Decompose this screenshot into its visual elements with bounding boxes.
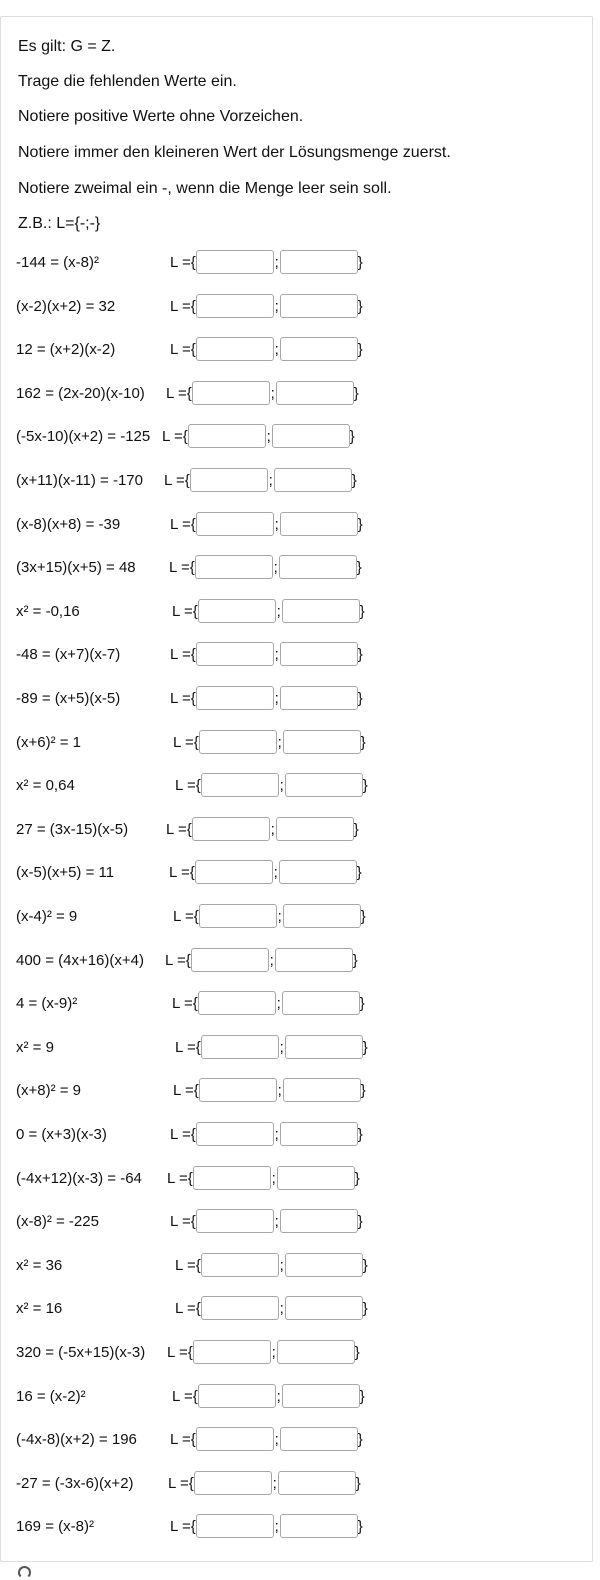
first-solution-input[interactable] xyxy=(199,904,277,928)
second-solution-input[interactable] xyxy=(282,1384,360,1408)
solution-set xyxy=(164,467,357,495)
set-prefix: L ={ xyxy=(172,1387,198,1405)
set-separator: ; xyxy=(273,559,278,577)
equation-row xyxy=(16,380,396,408)
set-suffix: } xyxy=(357,515,363,533)
set-prefix: L ={ xyxy=(170,1213,196,1231)
equation-row xyxy=(16,772,396,800)
set-separator: ; xyxy=(274,1518,279,1536)
first-solution-input[interactable] xyxy=(198,599,276,623)
first-solution-input[interactable] xyxy=(195,555,273,579)
set-prefix: L ={ xyxy=(173,1082,199,1100)
first-solution-input[interactable] xyxy=(196,294,274,318)
equation-text: -89 = (x+5)(x-5) xyxy=(16,690,121,707)
equation-row xyxy=(16,685,396,713)
equation-text: (-4x-8)(x+2) = 196 xyxy=(16,1431,137,1449)
second-solution-input[interactable] xyxy=(277,1166,355,1190)
first-solution-input[interactable] xyxy=(191,948,269,972)
first-solution-input[interactable] xyxy=(201,773,279,797)
solution-set xyxy=(165,947,358,975)
second-solution-input[interactable] xyxy=(275,948,353,972)
second-solution-input[interactable] xyxy=(280,1514,358,1538)
set-suffix: } xyxy=(349,428,355,446)
set-separator: ; xyxy=(272,1474,277,1492)
equation-text: (x-8)² = -225 xyxy=(16,1213,99,1231)
second-solution-input[interactable] xyxy=(277,1340,355,1364)
equation-row xyxy=(16,1208,396,1236)
first-solution-input[interactable] xyxy=(192,381,270,405)
first-solution-input[interactable] xyxy=(198,1384,276,1408)
instruction-line: Notiere immer den kleineren Wert der Lösungsmenge zuerst. xyxy=(18,144,451,161)
first-solution-input[interactable] xyxy=(196,250,274,274)
set-suffix: } xyxy=(360,733,366,751)
first-solution-input[interactable] xyxy=(199,730,277,754)
set-separator: ; xyxy=(274,1431,279,1449)
solution-set xyxy=(167,1165,360,1193)
set-prefix: L ={ xyxy=(170,254,196,271)
set-separator: ; xyxy=(274,690,279,707)
equation-row xyxy=(16,1383,396,1411)
set-suffix: } xyxy=(353,384,359,402)
solution-set xyxy=(175,772,368,800)
second-solution-input[interactable] xyxy=(282,991,360,1015)
equation-text: x² = 16 xyxy=(16,1300,63,1318)
equation-row xyxy=(16,1513,396,1541)
set-prefix: L ={ xyxy=(170,1431,196,1449)
set-suffix: } xyxy=(360,908,366,925)
loading-icon xyxy=(18,1566,31,1579)
set-prefix: L ={ xyxy=(175,1300,201,1318)
set-suffix: } xyxy=(357,1126,363,1143)
solution-set xyxy=(173,903,366,931)
set-suffix: } xyxy=(351,472,357,489)
first-solution-input[interactable] xyxy=(196,337,274,361)
equation-row xyxy=(16,293,396,321)
equation-row xyxy=(16,511,396,539)
set-suffix: } xyxy=(352,951,358,969)
set-separator: ; xyxy=(271,1169,276,1187)
set-suffix: } xyxy=(362,1038,368,1056)
second-solution-input[interactable] xyxy=(283,1078,361,1102)
equation-text: (x+11)(x-11) = -170 xyxy=(16,472,143,489)
second-solution-input[interactable] xyxy=(282,599,360,623)
equation-row xyxy=(16,1034,396,1062)
second-solution-input[interactable] xyxy=(279,555,357,579)
second-solution-input[interactable] xyxy=(280,294,358,318)
set-prefix: L ={ xyxy=(175,1256,201,1274)
set-suffix: } xyxy=(359,995,365,1013)
first-solution-input[interactable] xyxy=(195,860,273,884)
set-prefix: L ={ xyxy=(172,995,198,1013)
set-suffix: } xyxy=(356,559,362,577)
first-solution-input[interactable] xyxy=(196,686,274,710)
set-separator: ; xyxy=(274,515,279,533)
set-prefix: L ={ xyxy=(175,777,201,795)
set-separator: ; xyxy=(274,341,279,359)
solution-set xyxy=(169,554,362,582)
solution-set xyxy=(162,423,355,451)
first-solution-input[interactable] xyxy=(196,1427,274,1451)
set-prefix: L ={ xyxy=(170,646,196,664)
set-suffix: } xyxy=(360,1082,366,1100)
second-solution-input[interactable] xyxy=(276,817,354,841)
equation-row xyxy=(16,816,396,844)
solution-set xyxy=(170,1121,363,1149)
solution-set xyxy=(170,641,363,669)
solution-set xyxy=(170,249,363,277)
solution-set xyxy=(168,1470,361,1498)
second-solution-input[interactable] xyxy=(280,512,358,536)
solution-set xyxy=(175,1295,368,1323)
set-suffix: } xyxy=(354,1169,360,1187)
set-suffix: } xyxy=(362,1256,368,1274)
equation-text: x² = 36 xyxy=(16,1256,63,1274)
solution-set xyxy=(175,1034,368,1062)
equation-text: (x-4)² = 9 xyxy=(16,908,78,925)
equation-row xyxy=(16,641,396,669)
set-prefix: L ={ xyxy=(166,384,192,402)
solution-set xyxy=(169,859,362,887)
equation-row xyxy=(16,1295,396,1323)
solution-set xyxy=(172,598,365,626)
set-suffix: } xyxy=(355,1474,361,1492)
instruction-line: Notiere positive Werte ohne Vorzeichen. xyxy=(18,108,304,125)
set-separator: ; xyxy=(266,428,271,446)
equation-row xyxy=(16,554,396,582)
set-separator: ; xyxy=(274,297,279,315)
equation-text: (x-8)(x+8) = -39 xyxy=(16,515,121,533)
second-solution-input[interactable] xyxy=(280,337,358,361)
solution-set xyxy=(170,293,363,321)
set-prefix: L ={ xyxy=(170,1126,196,1143)
second-solution-input[interactable] xyxy=(280,250,358,274)
set-separator: ; xyxy=(271,1344,276,1361)
first-solution-input[interactable] xyxy=(201,1035,279,1059)
set-prefix: L ={ xyxy=(170,297,196,315)
equation-row xyxy=(16,1165,396,1193)
equation-row xyxy=(16,249,396,277)
set-suffix: } xyxy=(357,646,363,664)
equation-text: 27 = (3x-15)(x-5) xyxy=(16,820,129,838)
set-separator: ; xyxy=(277,1082,282,1100)
set-suffix: } xyxy=(357,341,363,359)
set-separator: ; xyxy=(270,820,275,838)
set-separator: ; xyxy=(276,1387,281,1405)
set-prefix: L ={ xyxy=(162,428,188,446)
set-separator: ; xyxy=(279,777,284,795)
set-separator: ; xyxy=(268,472,273,489)
set-separator: ; xyxy=(277,733,282,751)
second-solution-input[interactable] xyxy=(272,424,350,448)
equation-text: x² = 9 xyxy=(16,1038,54,1056)
instruction-line: Notiere zweimal ein -, wenn die Menge leer sein soll. xyxy=(18,180,392,197)
equation-row xyxy=(16,1470,396,1498)
set-suffix: } xyxy=(359,1387,365,1405)
set-separator: ; xyxy=(273,864,278,882)
first-solution-input[interactable] xyxy=(196,1122,274,1146)
set-prefix: L ={ xyxy=(167,1344,193,1361)
first-solution-input[interactable] xyxy=(199,1078,277,1102)
equation-text: 12 = (x+2)(x-2) xyxy=(16,341,116,359)
equation-text: -48 = (x+7)(x-7) xyxy=(16,646,121,664)
set-suffix: } xyxy=(357,254,363,271)
set-prefix: L ={ xyxy=(165,951,191,969)
set-prefix: L ={ xyxy=(164,472,190,489)
solution-set xyxy=(172,990,365,1018)
set-suffix: } xyxy=(359,602,365,620)
second-solution-input[interactable] xyxy=(280,1209,358,1233)
set-separator: ; xyxy=(269,951,274,969)
equation-text: 400 = (4x+16)(x+4) xyxy=(16,951,144,969)
set-suffix: } xyxy=(354,1344,360,1361)
set-prefix: L ={ xyxy=(170,1518,196,1536)
first-solution-input[interactable] xyxy=(198,991,276,1015)
equation-row xyxy=(16,990,396,1018)
first-solution-input[interactable] xyxy=(201,1253,279,1277)
equation-row xyxy=(16,1077,396,1105)
first-solution-input[interactable] xyxy=(201,1296,279,1320)
set-prefix: L ={ xyxy=(173,908,199,925)
set-separator: ; xyxy=(274,1213,279,1231)
set-prefix: L ={ xyxy=(170,341,196,359)
set-suffix: } xyxy=(353,820,359,838)
solution-set xyxy=(170,511,363,539)
solution-set xyxy=(166,816,359,844)
equation-text: (-5x-10)(x+2) = -125 xyxy=(16,428,151,446)
equation-text: (x-5)(x+5) = 11 xyxy=(16,864,115,882)
equation-row xyxy=(16,947,396,975)
set-separator: ; xyxy=(276,602,281,620)
first-solution-input[interactable] xyxy=(193,1340,271,1364)
solution-set xyxy=(166,380,359,408)
second-solution-input[interactable] xyxy=(280,642,358,666)
equation-row xyxy=(16,859,396,887)
equation-text: (x+6)² = 1 xyxy=(16,733,82,751)
equation-row xyxy=(16,1426,396,1454)
instruction-line: Es gilt: G = Z. xyxy=(18,38,116,55)
equation-text: 4 = (x-9)² xyxy=(16,995,78,1013)
equation-text: (-4x+12)(x-3) = -64 xyxy=(16,1169,142,1187)
set-suffix: } xyxy=(357,690,363,707)
equation-text: 0 = (x+3)(x-3) xyxy=(16,1126,107,1143)
second-solution-input[interactable] xyxy=(274,468,352,492)
set-separator: ; xyxy=(279,1038,284,1056)
equation-text: (3x+15)(x+5) = 48 xyxy=(16,559,136,577)
set-separator: ; xyxy=(276,995,281,1013)
set-suffix: } xyxy=(362,1300,368,1318)
second-solution-input[interactable] xyxy=(285,1296,363,1320)
first-solution-input[interactable] xyxy=(193,1166,271,1190)
solution-set xyxy=(173,1077,366,1105)
set-prefix: L ={ xyxy=(167,1169,193,1187)
equation-text: (x+8)² = 9 xyxy=(16,1082,82,1100)
set-prefix: L ={ xyxy=(169,864,195,882)
set-separator: ; xyxy=(279,1300,284,1318)
equation-text: (x-2)(x+2) = 32 xyxy=(16,297,116,315)
equation-text: 320 = (-5x+15)(x-3) xyxy=(16,1344,146,1361)
second-solution-input[interactable] xyxy=(285,773,363,797)
solution-set xyxy=(175,1252,368,1280)
equation-text: -27 = (-3x-6)(x+2) xyxy=(16,1474,134,1492)
second-solution-input[interactable] xyxy=(285,1035,363,1059)
solution-set xyxy=(170,1513,363,1541)
equation-text: 169 = (x-8)² xyxy=(16,1518,94,1536)
set-suffix: } xyxy=(357,1518,363,1536)
equation-row xyxy=(16,467,396,495)
second-solution-input[interactable] xyxy=(278,1471,356,1495)
solution-set xyxy=(167,1339,360,1367)
set-prefix: L ={ xyxy=(168,1474,194,1492)
first-solution-input[interactable] xyxy=(196,1209,274,1233)
set-separator: ; xyxy=(274,1126,279,1143)
equation-row xyxy=(16,1121,396,1149)
set-separator: ; xyxy=(277,908,282,925)
first-solution-input[interactable] xyxy=(190,468,268,492)
equation-text: x² = -0,16 xyxy=(16,602,80,620)
second-solution-input[interactable] xyxy=(276,381,354,405)
equation-row xyxy=(16,1339,396,1367)
set-suffix: } xyxy=(357,1431,363,1449)
set-prefix: L ={ xyxy=(173,733,199,751)
set-separator: ; xyxy=(270,384,275,402)
first-solution-input[interactable] xyxy=(192,817,270,841)
set-prefix: L ={ xyxy=(172,602,198,620)
solution-set xyxy=(170,1208,363,1236)
set-prefix: L ={ xyxy=(170,515,196,533)
set-prefix: L ={ xyxy=(166,820,192,838)
set-suffix: } xyxy=(357,297,363,315)
solution-set xyxy=(170,336,363,364)
equation-text: 16 = (x-2)² xyxy=(16,1387,86,1405)
set-suffix: } xyxy=(362,777,368,795)
equation-row xyxy=(16,423,396,451)
second-solution-input[interactable] xyxy=(285,1253,363,1277)
equation-text: -144 = (x-8)² xyxy=(16,254,99,271)
equation-row xyxy=(16,598,396,626)
set-prefix: L ={ xyxy=(175,1038,201,1056)
solution-set xyxy=(170,1426,363,1454)
second-solution-input[interactable] xyxy=(283,904,361,928)
second-solution-input[interactable] xyxy=(279,860,357,884)
set-suffix: } xyxy=(356,864,362,882)
first-solution-input[interactable] xyxy=(196,642,274,666)
equation-row xyxy=(16,729,396,757)
first-solution-input[interactable] xyxy=(196,512,274,536)
set-separator: ; xyxy=(279,1256,284,1274)
second-solution-input[interactable] xyxy=(280,686,358,710)
instruction-line: Trage die fehlenden Werte ein. xyxy=(18,73,237,90)
second-solution-input[interactable] xyxy=(280,1122,358,1146)
instruction-line: Z.B.: L={-;-} xyxy=(18,215,101,232)
equation-row xyxy=(16,1252,396,1280)
equation-row xyxy=(16,336,396,364)
set-prefix: L ={ xyxy=(170,690,196,707)
set-suffix: } xyxy=(357,1213,363,1231)
solution-set xyxy=(172,1383,365,1411)
equation-text: x² = 0,64 xyxy=(16,777,75,795)
set-prefix: L ={ xyxy=(169,559,195,577)
first-solution-input[interactable] xyxy=(194,1471,272,1495)
solution-set xyxy=(170,685,363,713)
set-separator: ; xyxy=(274,254,279,271)
equation-text: 162 = (2x-20)(x-10) xyxy=(16,384,145,402)
first-solution-input[interactable] xyxy=(188,424,266,448)
set-separator: ; xyxy=(274,646,279,664)
equation-row xyxy=(16,903,396,931)
second-solution-input[interactable] xyxy=(283,730,361,754)
second-solution-input[interactable] xyxy=(280,1427,358,1451)
first-solution-input[interactable] xyxy=(196,1514,274,1538)
solution-set xyxy=(173,729,366,757)
